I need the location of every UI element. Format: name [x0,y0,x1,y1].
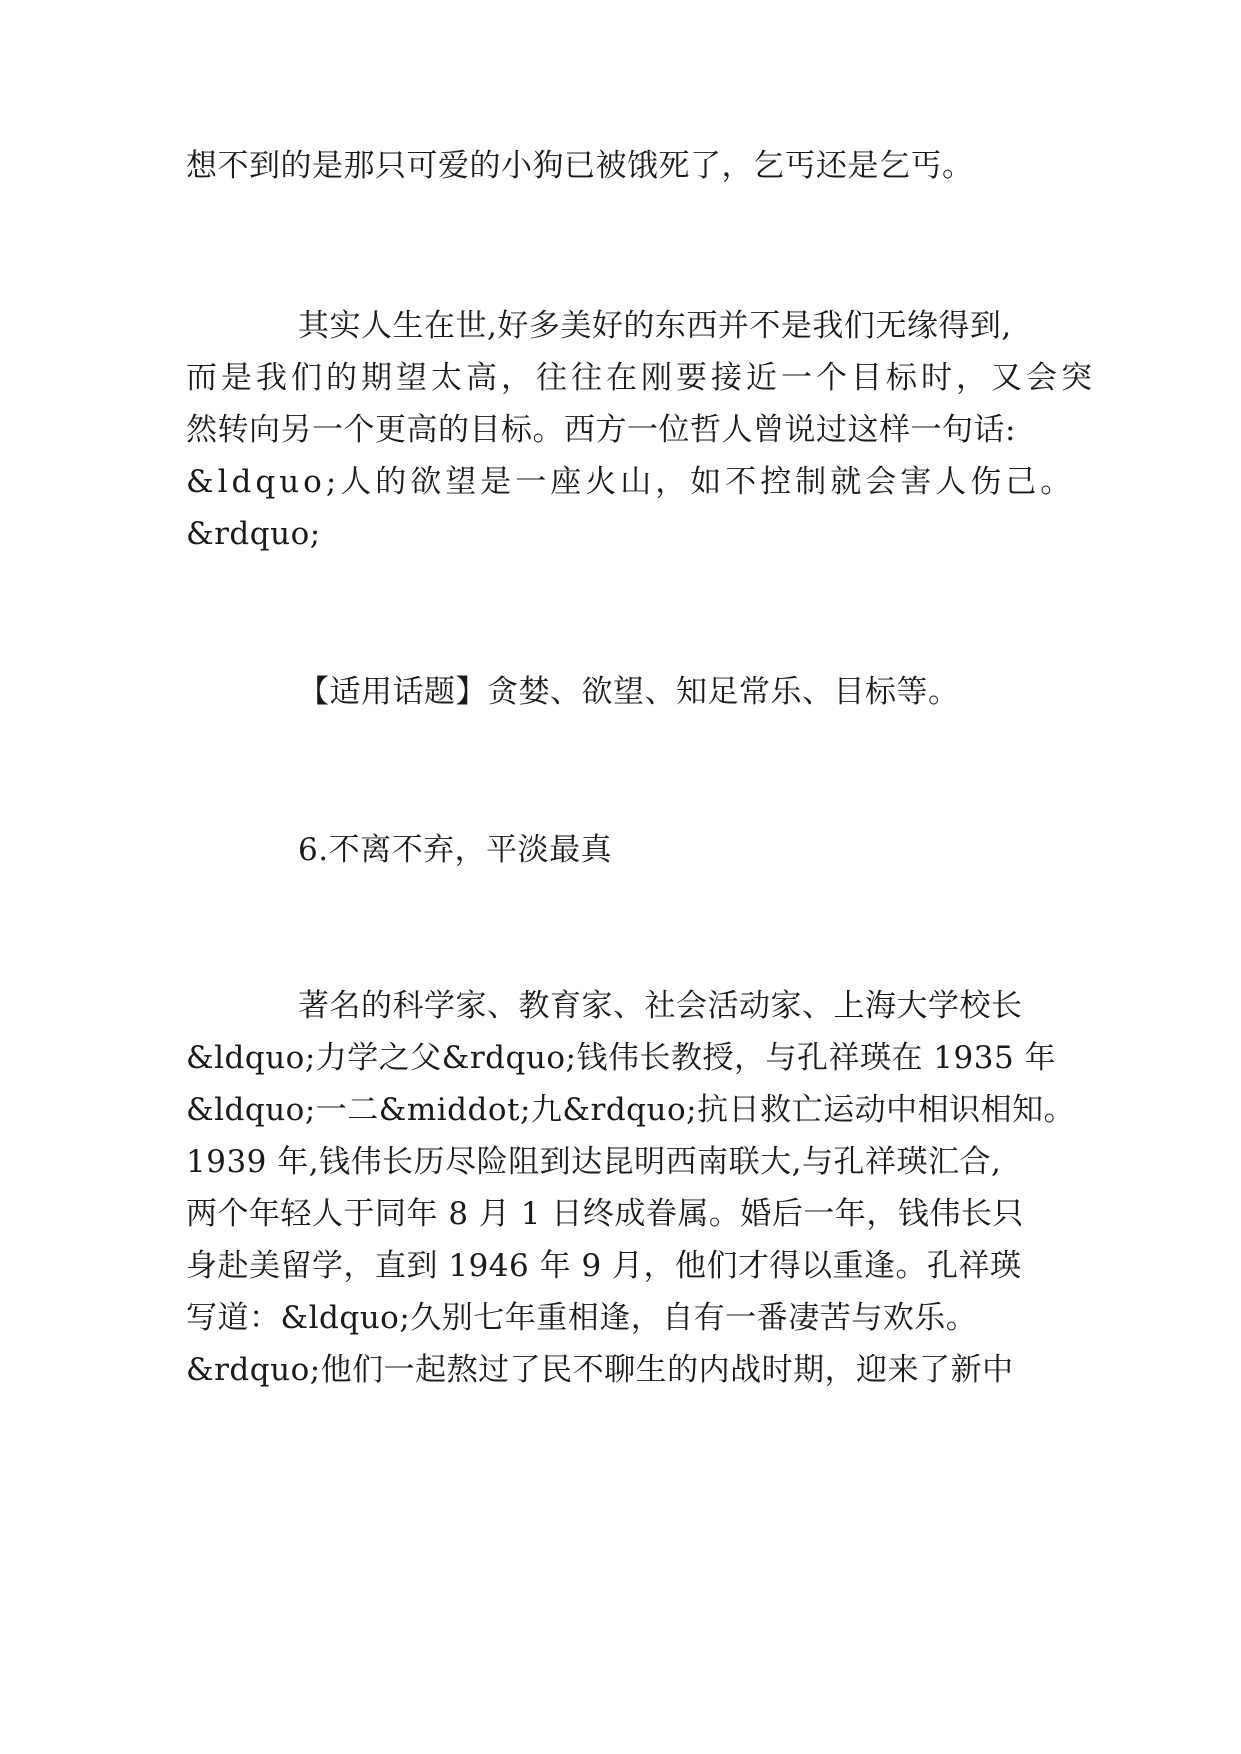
paragraph-5-line-6: 身赴美留学，直到 1946 年 9 月，他们才得以重逢。孔祥瑛 [186,1248,1022,1284]
section-heading: 6.不离不弃，平淡最真 [298,832,613,868]
paragraph-3-line-1: 【适用话题】贪婪、欲望、知足常乐、目标等。 [298,674,960,710]
paragraph-5-line-5: 两个年轻人于同年 8 月 1 日终成眷属。婚后一年，钱伟长只 [186,1196,1024,1232]
paragraph-5-line-3: &ldquo;一二&middot;九&rdquo;抗日救亡运动中相识相知。 [186,1092,1076,1128]
paragraph-1-line-1: 想不到的是那只可爱的小狗已被饿死了，乞丐还是乞丐。 [186,148,974,184]
paragraph-2-line-2: 而是我们的期望太高，往往在刚要接近一个目标时，又会突 [186,360,1096,396]
paragraph-2-line-3: 然转向另一个更高的目标。西方一位哲人曾说过这样一句话: [186,412,1016,448]
paragraph-5-line-1: 著名的科学家、教育家、社会活动家、上海大学校长 [298,988,1023,1024]
paragraph-5-line-7: 写道：&ldquo;久别七年重相逢，自有一番凄苦与欢乐。 [186,1300,978,1336]
paragraph-2-line-4: &ldquo;人的欲望是一座火山，如不控制就会害人伤己。 [186,464,1076,500]
paragraph-2-line-5: &rdquo; [186,516,321,552]
paragraph-5-line-8: &rdquo;他们一起熬过了民不聊生的内战时期，迎来了新中 [186,1352,1014,1388]
paragraph-5-line-2: &ldquo;力学之父&rdquo;钱伟长教授，与孔祥瑛在 1935 年 [186,1040,1057,1076]
paragraph-5-line-4: 1939 年,钱伟长历尽险阻到达昆明西南联大,与孔祥瑛汇合, [186,1144,1002,1180]
paragraph-2-line-1: 其实人生在世,好多美好的东西并不是我们无缘得到, [298,308,1012,344]
